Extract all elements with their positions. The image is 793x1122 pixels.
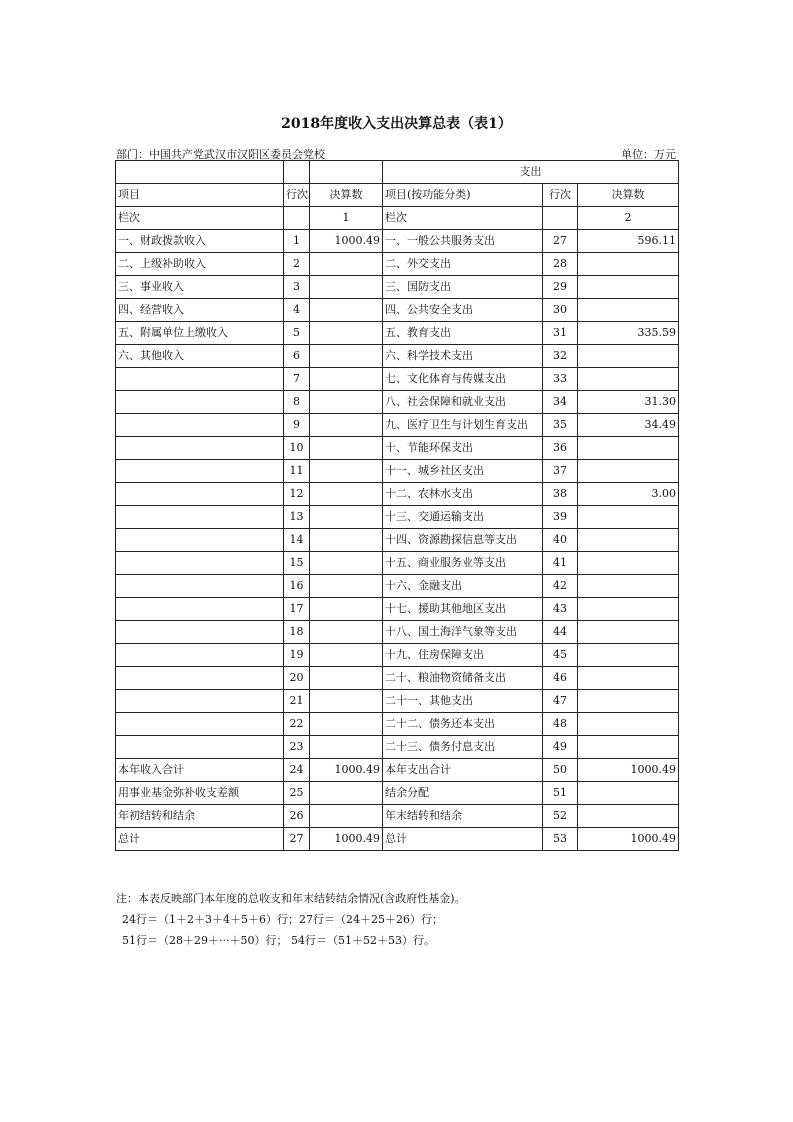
income-amount [310,322,383,345]
income-amount [310,437,383,460]
income-item [116,667,284,690]
table-row [116,667,679,690]
income-amount: 1000.49 [310,230,383,253]
income-line: 27 [284,828,310,851]
income-item [116,736,284,759]
expenditure-amount [578,506,679,529]
table-row [116,736,679,759]
income-item: 总计 [116,828,284,851]
expenditure-item: 七、文化体育与传媒支出 [383,368,543,391]
table-row [116,414,679,437]
income-line: 18 [284,621,310,644]
income-item: 年初结转和结余 [116,805,284,828]
expenditure-item: 十五、商业服务业等支出 [383,552,543,575]
income-item [116,575,284,598]
income-line: 24 [284,759,310,782]
table-row [116,575,679,598]
income-line: 11 [284,460,310,483]
expenditure-amount [578,690,679,713]
income-line: 7 [284,368,310,391]
table-row [116,391,679,414]
income-line: 19 [284,644,310,667]
column-header-row [116,184,679,207]
group-header-row [116,161,679,184]
table-row [116,437,679,460]
income-amount: 1000.49 [310,828,383,851]
income-item [116,483,284,506]
income-line: 17 [284,598,310,621]
income-item: 用事业基金弥补收支差额 [116,782,284,805]
expenditure-item: 二十一、其他支出 [383,690,543,713]
expenditure-item: 十七、援助其他地区支出 [383,598,543,621]
expenditure-item: 二十二、债务还本支出 [383,713,543,736]
total-row [116,828,679,851]
expenditure-line: 44 [543,621,578,644]
expenditure-item: 五、教育支出 [383,322,543,345]
income-item [116,644,284,667]
expenditure-line: 28 [543,253,578,276]
expenditure-line: 31 [543,322,578,345]
income-amount [310,253,383,276]
income-line: 4 [284,299,310,322]
note-line: 注：本表反映部门本年度的总收支和年末结转结余情况(含政府性基金)。 [116,892,466,905]
expenditure-amount: 1000.49 [578,759,679,782]
income-item: 本年收入合计 [116,759,284,782]
table-row [116,276,679,299]
expenditure-amount [578,345,679,368]
expenditure-item: 十三、交通运输支出 [383,506,543,529]
expenditure-line: 27 [543,230,578,253]
income-line: 5 [284,322,310,345]
expenditure-line: 37 [543,460,578,483]
department-label: 部门：中国共产党武汉市汉阳区委员会党校 [116,148,325,161]
expenditure-line: 39 [543,506,578,529]
expenditure-line: 30 [543,299,578,322]
income-item: 三、事业收入 [116,276,284,299]
expenditure-amount [578,276,679,299]
expenditure-item: 二、外交支出 [383,253,543,276]
column-label-right: 栏次 [383,207,543,230]
income-amount [310,713,383,736]
income-amount [310,552,383,575]
income-amount [310,690,383,713]
table-row [116,529,679,552]
income-line: 1 [284,230,310,253]
expenditure-line: 35 [543,414,578,437]
expenditure-item: 十八、国土海洋气象等支出 [383,621,543,644]
table-row [116,322,679,345]
note-line: 51行＝（28＋29＋···＋50）行； 54行＝（51＋52＋53）行。 [122,934,435,947]
col-header-amount2: 决算数 [578,184,679,207]
table-row [116,483,679,506]
table-row [116,552,679,575]
expenditure-line: 51 [543,782,578,805]
expenditure-line: 42 [543,575,578,598]
income-line: 15 [284,552,310,575]
table-row [116,598,679,621]
total-row [116,805,679,828]
budget-summary-table [115,160,679,851]
expenditure-amount: 34.49 [578,414,679,437]
table-row [116,644,679,667]
expenditure-item: 八、社会保障和就业支出 [383,391,543,414]
income-line: 9 [284,414,310,437]
report-title: 2018年度收入支出决算总表（表1） [281,116,512,132]
income-item [116,368,284,391]
expenditure-amount [578,460,679,483]
expenditure-item: 六、科学技术支出 [383,345,543,368]
table-row [116,506,679,529]
total-row [116,782,679,805]
expenditure-group-header: 支出 [383,161,679,184]
column-number-row [116,207,679,230]
col-header-item-func: 项目(按功能分类) [383,184,543,207]
income-item [116,529,284,552]
income-amount [310,667,383,690]
column-number-left: 1 [310,207,383,230]
expenditure-amount [578,253,679,276]
income-line: 10 [284,437,310,460]
expenditure-item: 十、节能环保支出 [383,437,543,460]
expenditure-line: 40 [543,529,578,552]
table-row [116,230,679,253]
expenditure-line: 47 [543,690,578,713]
income-item [116,460,284,483]
expenditure-item: 十一、城乡社区支出 [383,460,543,483]
expenditure-amount [578,437,679,460]
income-line: 6 [284,345,310,368]
income-line: 23 [284,736,310,759]
column-label-left: 栏次 [116,207,284,230]
income-amount [310,276,383,299]
income-amount [310,299,383,322]
expenditure-amount: 596.11 [578,230,679,253]
table-row [116,253,679,276]
total-row [116,759,679,782]
expenditure-item: 一、一般公共服务支出 [383,230,543,253]
col-header-line2: 行次 [543,184,578,207]
expenditure-amount [578,529,679,552]
expenditure-item: 三、国防支出 [383,276,543,299]
expenditure-amount [578,713,679,736]
income-amount [310,575,383,598]
expenditure-line: 52 [543,805,578,828]
income-item: 六、其他收入 [116,345,284,368]
income-amount [310,506,383,529]
col-header-amount: 决算数 [310,184,383,207]
expenditure-item: 二十三、债务付息支出 [383,736,543,759]
income-amount [310,345,383,368]
income-line: 20 [284,667,310,690]
income-amount [310,414,383,437]
income-line: 25 [284,782,310,805]
expenditure-line: 38 [543,483,578,506]
expenditure-line: 53 [543,828,578,851]
income-item: 五、附属单位上缴收入 [116,322,284,345]
income-line: 26 [284,805,310,828]
expenditure-amount: 31.30 [578,391,679,414]
expenditure-line: 34 [543,391,578,414]
income-line: 16 [284,575,310,598]
expenditure-line: 29 [543,276,578,299]
expenditure-amount [578,736,679,759]
income-amount [310,621,383,644]
income-line: 3 [284,276,310,299]
table-row [116,713,679,736]
income-item [116,690,284,713]
expenditure-amount: 1000.49 [578,828,679,851]
expenditure-amount [578,621,679,644]
income-amount [310,598,383,621]
expenditure-item: 结余分配 [383,782,543,805]
expenditure-item: 总计 [383,828,543,851]
income-amount [310,644,383,667]
expenditure-amount [578,299,679,322]
income-amount [310,736,383,759]
income-item [116,713,284,736]
expenditure-item: 本年支出合计 [383,759,543,782]
unit-label: 单位：万元 [621,148,676,161]
col-header-line: 行次 [284,184,310,207]
expenditure-line: 33 [543,368,578,391]
income-amount [310,460,383,483]
income-item [116,437,284,460]
income-line: 8 [284,391,310,414]
table-row [116,368,679,391]
income-item [116,621,284,644]
expenditure-line: 50 [543,759,578,782]
expenditure-amount [578,598,679,621]
income-item: 四、经营收入 [116,299,284,322]
income-item [116,414,284,437]
expenditure-amount [578,782,679,805]
expenditure-amount [578,368,679,391]
income-amount: 1000.49 [310,759,383,782]
expenditure-item: 十六、金融支出 [383,575,543,598]
expenditure-amount [578,805,679,828]
income-item [116,552,284,575]
expenditure-amount: 3.00 [578,483,679,506]
table-row [116,345,679,368]
expenditure-line: 48 [543,713,578,736]
expenditure-item: 十四、资源勘探信息等支出 [383,529,543,552]
expenditure-line: 41 [543,552,578,575]
income-line: 14 [284,529,310,552]
expenditure-line: 43 [543,598,578,621]
income-item [116,598,284,621]
expenditure-line: 32 [543,345,578,368]
expenditure-item: 四、公共安全支出 [383,299,543,322]
column-number-right: 2 [578,207,679,230]
table-row [116,460,679,483]
expenditure-amount [578,667,679,690]
expenditure-line: 46 [543,667,578,690]
income-item: 一、财政拨款收入 [116,230,284,253]
note-line: 24行＝（1＋2＋3＋4＋5＋6）行；27行＝（24＋25＋26）行； [122,913,443,926]
notes-block [116,888,466,951]
income-amount [310,391,383,414]
income-line: 22 [284,713,310,736]
table-row [116,299,679,322]
income-amount [310,529,383,552]
income-line: 12 [284,483,310,506]
expenditure-item: 九、医疗卫生与计划生育支出 [383,414,543,437]
income-item: 二、上级补助收入 [116,253,284,276]
income-amount [310,483,383,506]
income-line: 2 [284,253,310,276]
expenditure-amount: 335.59 [578,322,679,345]
income-line: 21 [284,690,310,713]
expenditure-item: 年末结转和结余 [383,805,543,828]
income-amount [310,368,383,391]
income-line: 13 [284,506,310,529]
expenditure-item: 十二、农林水支出 [383,483,543,506]
expenditure-line: 49 [543,736,578,759]
expenditure-item: 十九、住房保障支出 [383,644,543,667]
table-row [116,621,679,644]
income-amount [310,782,383,805]
expenditure-amount [578,552,679,575]
expenditure-amount [578,644,679,667]
table-row [116,690,679,713]
income-amount [310,805,383,828]
income-item [116,391,284,414]
expenditure-line: 36 [543,437,578,460]
income-item [116,506,284,529]
expenditure-amount [578,575,679,598]
expenditure-item: 二十、粮油物资储备支出 [383,667,543,690]
expenditure-line: 45 [543,644,578,667]
col-header-item: 项目 [116,184,284,207]
